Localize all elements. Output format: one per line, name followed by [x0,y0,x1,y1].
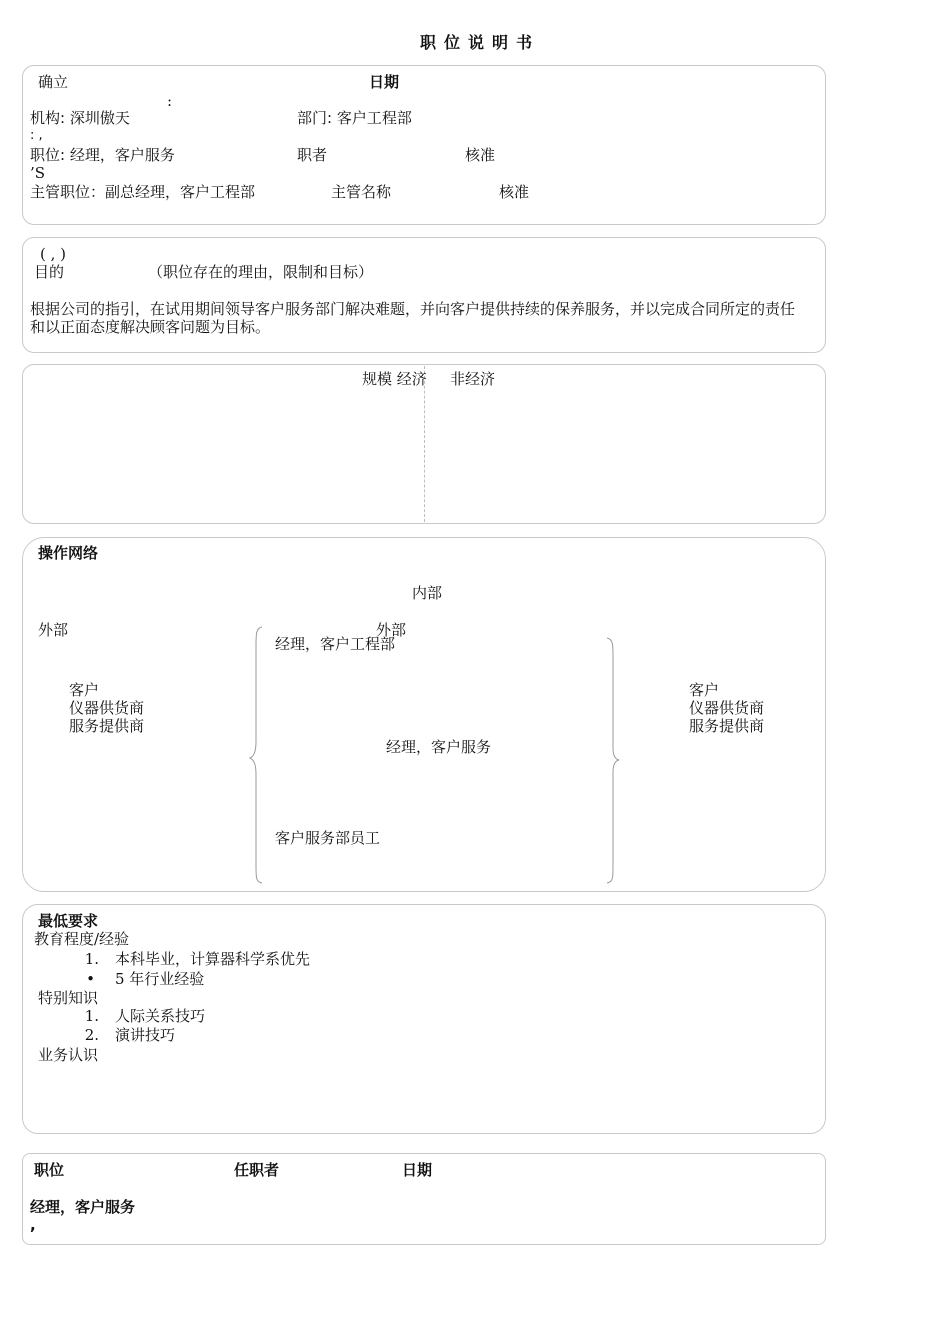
approved-label-2: 核准 [499,183,530,201]
footer-position-value: 经理，客户服务 [30,1198,136,1216]
purpose-label: 目的 [34,263,65,281]
external-left-label: 外部 [38,621,69,639]
purpose-note: （职位存在的理由，限制和目标） [148,263,374,281]
requirements-heading: 最低要求 [38,912,99,930]
position-field: 职位: 经理，客户服务 [30,146,175,164]
business-knowledge-label: 业务认识 [38,1046,99,1064]
incumbent-label: 职者 [297,146,328,164]
org-field: 机构: 深圳傲天 [30,109,130,127]
dept-field: 部门: 客户工程部 [297,109,412,127]
right-item-provider: 服务提供商 [689,717,765,735]
left-brace [248,626,264,884]
special-item-text: 演讲技巧 [115,1026,176,1044]
right-brace [605,637,621,884]
special-item-marker: 2. [84,1026,99,1044]
internal-label: 内部 [412,584,443,602]
footer-date-label: 日期 [402,1161,433,1179]
apostrophe-s: ’S [30,164,46,182]
established-label: 确立 [38,73,69,91]
approved-label: 核准 [465,146,496,164]
purpose-paren: ( , ) [40,245,67,263]
edu-item-marker: • [86,970,95,988]
supervisor-field: 主管职位：副总经理，客户工程部 [30,183,256,201]
scale-economic-label: 规模 经济 [362,370,427,388]
colon-mark: : [167,92,173,110]
left-item-provider: 服务提供商 [69,717,145,735]
footer-position-label: 职位 [34,1161,65,1179]
footer-incumbent-label: 任职者 [234,1161,280,1179]
special-item-text: 人际关系技巧 [115,1007,206,1025]
purpose-text-line2: 和以正面态度解决顾客问题为目标。 [30,318,271,336]
semicolon-mark: : , [30,128,43,143]
edu-item-marker: 1. [84,950,99,968]
document-title: 职位说明书 [419,33,540,52]
node-engineering-manager: 经理，客户工程部 [275,635,396,653]
supervisor-name-label: 主管名称 [331,183,392,201]
special-knowledge-label: 特别知识 [38,989,99,1007]
special-item-marker: 1. [84,1007,99,1025]
date-label: 日期 [369,73,400,91]
scale-non-economic-label: 非经济 [450,370,496,388]
left-item-supplier: 仪器供货商 [69,699,145,717]
external-mid-label: 外部 [376,621,407,639]
edu-item-text: 本科毕业，计算器科学系优先 [115,950,311,968]
scale-divider [424,366,425,522]
purpose-text-line1: 根据公司的指引，在试用期间领导客户服务部门解决难题，并向客户提供持续的保养服务，并以完成合同所定的责任 [30,300,796,318]
education-label: 教育程度/经验 [34,930,130,948]
edu-item-text: 5 年行业经验 [115,970,205,988]
node-service-staff: 客户服务部员工 [275,829,381,847]
node-service-manager: 经理，客户服务 [386,738,492,756]
network-heading: 操作网络 [38,544,99,562]
right-item-customer: 客户 [689,681,720,699]
footer-comma: , [30,1216,36,1234]
right-item-supplier: 仪器供货商 [689,699,765,717]
left-item-customer: 客户 [69,681,100,699]
